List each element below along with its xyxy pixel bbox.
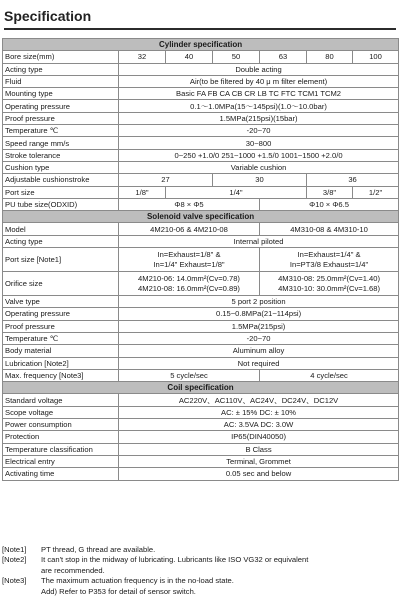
bore-value: 50 <box>213 51 260 63</box>
port-size-line: In=1/4" Exhaust=1/8" <box>153 259 225 269</box>
note-key <box>2 566 41 576</box>
row-value: Terminal, Grommet <box>119 455 399 467</box>
bore-value: 80 <box>307 51 353 63</box>
port-size-label: Port size [Note1] <box>3 248 119 272</box>
acting-type-label: Acting type <box>3 235 119 247</box>
adjustable-cushion-value: 27 <box>119 174 213 186</box>
port-size-value: 1/2" <box>353 186 399 198</box>
orifice-size-line: 4M210-08: 16.0mm²(Cv=0.89) <box>138 283 240 293</box>
row-value: 0~250 +1.0/0 251~1000 +1.5/0 1001~1500 +2.0/0 <box>119 149 399 161</box>
row-value: 1.5MPa(215psi)(15bar) <box>119 112 399 124</box>
port-size-label: Port size <box>3 186 119 198</box>
row-label: Proof pressure <box>3 320 119 332</box>
spec-table <box>2 38 399 481</box>
row-value: 0.05 sec and below <box>119 468 399 480</box>
pu-tube-value: Φ10 × Φ6.5 <box>260 198 399 210</box>
row-label: Temperature ℃ <box>3 332 119 344</box>
row-label: Lubrication [Note2] <box>3 357 119 369</box>
row-label: Proof pressure <box>3 112 119 124</box>
row-label: Operating pressure <box>3 308 119 320</box>
note-item <box>2 576 398 586</box>
pu-tube-value: Φ8 × Φ5 <box>119 198 260 210</box>
port-size-value: 1/8" <box>119 186 166 198</box>
title-underline <box>4 28 396 30</box>
bore-value: 40 <box>166 51 213 63</box>
orifice-size-value <box>260 272 399 296</box>
row-value: B Class <box>119 443 399 455</box>
row-value: -20~70 <box>119 332 399 344</box>
note-text: are recommended. <box>41 565 105 575</box>
orifice-size-value <box>119 272 260 296</box>
cylinder-header: Cylinder specification <box>3 39 399 51</box>
port-size-value <box>260 248 399 272</box>
note-key: [Note3] <box>2 576 27 586</box>
row-value: AC: ± 15% DC: ± 10% <box>119 406 399 418</box>
coil-header: Coil specification <box>3 382 399 394</box>
row-label: Speed range mm/s <box>3 137 119 149</box>
note-item <box>2 545 398 555</box>
note-text: PT thread, G thread are available. <box>41 545 156 554</box>
note-item <box>2 587 398 597</box>
row-label: Temperature ℃ <box>3 125 119 137</box>
note-key: [Note2] <box>2 555 27 565</box>
port-size-line: In=PT3/8 Exhaust=1/4" <box>289 259 369 269</box>
pu-tube-label: PU tube size(ODXID) <box>3 198 119 210</box>
bore-label: Bore size(mm) <box>3 51 119 63</box>
row-label: Activating time <box>3 468 119 480</box>
row-label: Body material <box>3 345 119 357</box>
row-value: Double acting <box>119 63 399 75</box>
port-size-value: 1/4" <box>166 186 307 198</box>
model-value: 4M310-08 & 4M310-10 <box>260 223 399 235</box>
solenoid-header: Solenoid valve specification <box>3 211 399 223</box>
row-value: 5 port 2 position <box>119 296 399 308</box>
bore-value: 100 <box>353 51 399 63</box>
row-value: 1.5MPa(215psi) <box>119 320 399 332</box>
row-value: Variable cushion <box>119 161 399 173</box>
row-label: Mounting type <box>3 88 119 100</box>
row-value: 0.15~0.8MPa(21~114psi) <box>119 308 399 320</box>
row-value: Not required <box>119 357 399 369</box>
row-value: Air(to be filtered by 40 μ m filter element) <box>119 75 399 87</box>
adjustable-cushion-label: Adjustable cushionstroke <box>3 174 119 186</box>
note-text: It can't stop in the midway of lubricating. Lubricants like ISO VG32 or equivalent <box>41 555 309 565</box>
row-label: Fluid <box>3 75 119 87</box>
model-label: Model <box>3 223 119 235</box>
row-label: Stroke tolerance <box>3 149 119 161</box>
row-value: IP65(DIN40050) <box>119 431 399 443</box>
row-label: Temperature classification <box>3 443 119 455</box>
note-text: Add) Refer to P353 for detail of sensor switch. <box>41 586 196 596</box>
max-frequency-label: Max. frequency [Note3] <box>3 369 119 381</box>
note-item <box>2 555 398 565</box>
row-value: Aluminum alloy <box>119 345 399 357</box>
row-value: 30~800 <box>119 137 399 149</box>
port-size-line: In=Exhaust=1/8" & <box>157 249 221 259</box>
acting-type-value: Internal piloted <box>119 235 399 247</box>
port-size-value: 3/8" <box>307 186 353 198</box>
notes <box>2 545 398 597</box>
port-size-value <box>119 248 260 272</box>
row-value: AC220V、AC110V、AC24V、DC24V、DC12V <box>119 394 399 406</box>
row-label: Acting type <box>3 63 119 75</box>
title-bar <box>0 0 400 30</box>
row-label: Scope voltage <box>3 406 119 418</box>
model-value: 4M210-06 & 4M210-08 <box>119 223 260 235</box>
note-text: The maximum actuation frequency is in the no-load state. <box>41 576 234 586</box>
row-label: Protection <box>3 431 119 443</box>
row-label: Operating pressure <box>3 100 119 112</box>
note-key <box>2 587 41 597</box>
row-label: Electrical entry <box>3 455 119 467</box>
row-value: Basic FA FB CA CB CR LB TC FTC TCM1 TCM2 <box>119 88 399 100</box>
max-frequency-value: 5 cycle/sec <box>119 369 260 381</box>
page-title: Specification <box>4 8 92 24</box>
note-item <box>2 566 398 576</box>
note-key: [Note1] <box>2 545 27 554</box>
orifice-size-line: 4M210-06: 14.0mm²(Cv=0.78) <box>138 273 240 283</box>
bore-value: 63 <box>260 51 307 63</box>
adjustable-cushion-value: 36 <box>307 174 399 186</box>
orifice-size-line: 4M310-10: 30.0mm²(Cv=1.68) <box>278 283 381 293</box>
max-frequency-value: 4 cycle/sec <box>260 369 399 381</box>
row-label: Cushion type <box>3 161 119 173</box>
orifice-size-label: Orifice size <box>3 272 119 296</box>
row-value: -20~70 <box>119 125 399 137</box>
bore-value: 32 <box>119 51 166 63</box>
row-label: Valve type <box>3 296 119 308</box>
adjustable-cushion-value: 30 <box>213 174 307 186</box>
row-label: Standard voltage <box>3 394 119 406</box>
port-size-line: In=Exhaust=1/4" & <box>297 249 361 259</box>
row-value: AC: 3.5VA DC: 3.0W <box>119 419 399 431</box>
orifice-size-line: 4M310-08: 25.0mm²(Cv=1.40) <box>278 273 381 283</box>
row-label: Power consumption <box>3 419 119 431</box>
row-value: 0.1～1.0MPa(15～145psi)(1.0～10.0bar) <box>119 100 399 112</box>
